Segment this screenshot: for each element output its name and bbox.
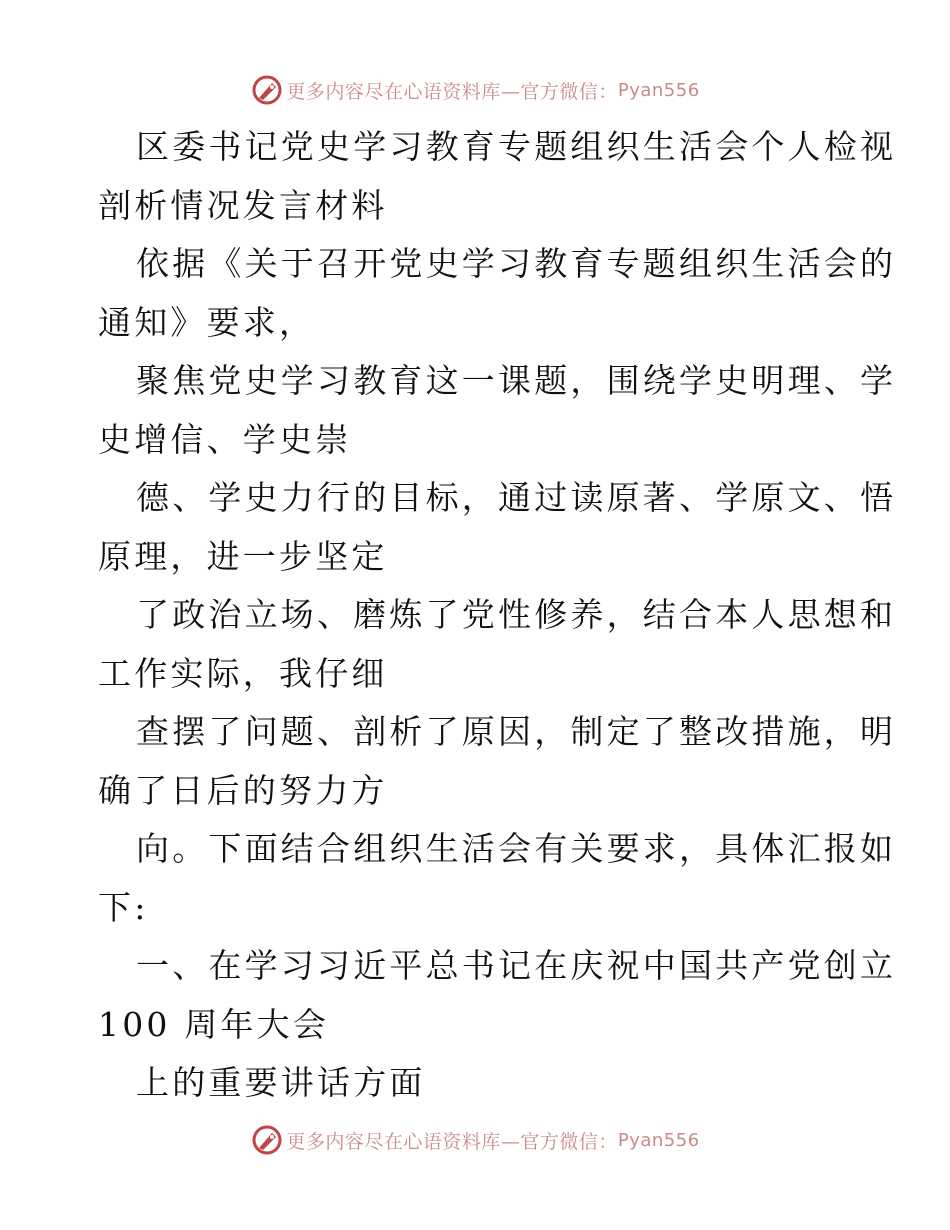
paragraph-line: 史增信、学史崇 <box>98 419 352 459</box>
title-line-1: 区委书记党史学习教育专题组织生活会个人检视 <box>136 127 897 166</box>
paragraph-line: 向。下面结合组织生活会有关要求，具体汇报如 <box>136 829 897 868</box>
paragraph-line: 依据《关于召开党史学习教育专题组织生活会的 <box>136 244 897 283</box>
pen-nib-circle-icon <box>250 1123 284 1157</box>
paragraph-line: 了政治立场、磨炼了党性修养，结合本人思想和 <box>136 595 897 634</box>
paragraph-line: 确了日后的努力方 <box>98 770 388 810</box>
pen-nib-circle-icon <box>250 73 284 107</box>
section-heading-line: 100 周年大会 <box>98 1004 330 1044</box>
watermark-handle: Pyan556 <box>617 79 700 101</box>
watermark-text: 更多内容尽在心语资料库—官方微信： <box>286 80 618 103</box>
paragraph-line: 德、学史力行的目标，通过读原著、学原文、悟 <box>136 478 897 517</box>
title-line-2: 剖析情况发言材料 <box>98 185 388 225</box>
paragraph-line: 原理，进一步坚定 <box>98 536 388 576</box>
paragraph-line: 下: <box>98 887 149 927</box>
paragraph-line: 聚焦党史学习教育这一课题，围绕学史明理、学 <box>136 361 897 400</box>
section-heading-line: 上的重要讲话方面 <box>136 1063 426 1102</box>
watermark-text: 更多内容尽在心语资料库—官方微信： <box>286 1130 618 1153</box>
watermark-handle: Pyan556 <box>617 1129 700 1151</box>
header-watermark <box>0 70 950 110</box>
paragraph-line: 通知》要求， <box>98 302 316 342</box>
paragraph-line: 查摆了问题、剖析了原因，制定了整改措施，明 <box>136 712 897 751</box>
section-heading-line: 一、在学习习近平总书记在庆祝中国共产党创立 <box>136 946 897 985</box>
document-body <box>98 118 897 1113</box>
paragraph-line: 工作实际，我仔细 <box>98 653 388 693</box>
footer-watermark <box>0 1120 950 1160</box>
